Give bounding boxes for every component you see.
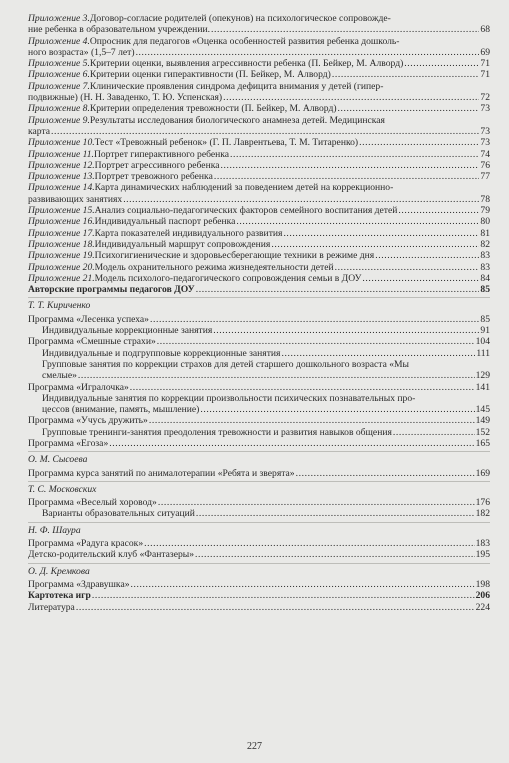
appendix-label: Приложение 16. bbox=[28, 216, 95, 228]
page-number-ref: 83 bbox=[480, 261, 490, 273]
appendix-entry-line bbox=[28, 262, 490, 273]
table-of-contents bbox=[28, 13, 490, 613]
dot-leader bbox=[271, 239, 479, 250]
dot-leader bbox=[335, 262, 480, 273]
appendix-label: Приложение 12. bbox=[28, 159, 95, 171]
entry-text: Программа «Учусь дружить» bbox=[28, 415, 148, 427]
dot-leader bbox=[76, 602, 475, 613]
entry-text: Критерии оценки гиперактивности (П. Бейкер, М. Алворд) bbox=[89, 69, 331, 81]
section-games-heading-line bbox=[28, 590, 490, 601]
appendix-label: Приложение 11. bbox=[28, 148, 94, 160]
program-entry[interactable] bbox=[28, 468, 490, 479]
page-number-ref: 183 bbox=[475, 538, 490, 550]
dot-leader bbox=[236, 216, 479, 227]
appendix-entry-line bbox=[28, 137, 490, 148]
entry-text: Литература bbox=[28, 601, 75, 613]
dot-leader bbox=[220, 160, 479, 171]
appendix-entry-line bbox=[28, 47, 490, 58]
page-number-ref: 76 bbox=[480, 159, 490, 171]
entry-text: Индивидуальные и подгрупповые коррекционные занятия bbox=[42, 347, 281, 359]
page-number-ref: 68 bbox=[480, 24, 490, 36]
appendix-entry-line bbox=[28, 36, 490, 47]
appendix-label: Приложение 5. bbox=[28, 58, 90, 70]
dot-leader bbox=[362, 273, 479, 284]
program-entry[interactable] bbox=[28, 508, 490, 519]
program-entry[interactable] bbox=[28, 415, 490, 426]
author-name: Т. С. Московских bbox=[28, 481, 490, 497]
entry-text: карта bbox=[28, 125, 51, 137]
program-entry-line bbox=[42, 325, 490, 336]
appendix-label: Приложение 10. bbox=[28, 137, 95, 149]
section-games-heading[interactable] bbox=[28, 590, 490, 601]
page-number-ref: 195 bbox=[475, 549, 490, 561]
page-number-ref: 198 bbox=[475, 578, 490, 590]
entry-text: Программа «Смешные страхи» bbox=[28, 336, 156, 348]
dot-leader bbox=[78, 370, 475, 381]
dot-leader bbox=[213, 325, 479, 336]
page-number-ref: 111 bbox=[476, 347, 490, 359]
page-number-ref: 83 bbox=[480, 250, 490, 262]
appendix-label: Приложение 4. bbox=[28, 35, 90, 47]
entry-text: цессов (внимание, память, мышление) bbox=[42, 404, 200, 416]
appendix-entry[interactable] bbox=[28, 137, 490, 148]
dot-leader bbox=[196, 284, 480, 295]
entry-text: подвижные) (Н. Н. Заваденко, Т. Ю. Успенская) bbox=[28, 92, 223, 104]
appendix-entry[interactable] bbox=[28, 69, 490, 80]
appendix-label: Приложение 15. bbox=[28, 205, 95, 217]
dot-leader bbox=[51, 126, 479, 137]
page-number-ref: 206 bbox=[475, 590, 490, 602]
appendix-entry[interactable] bbox=[28, 216, 490, 227]
entry-text: Авторские программы педагогов ДОУ bbox=[28, 284, 195, 296]
appendix-entry[interactable] bbox=[28, 36, 490, 59]
program-entry[interactable] bbox=[28, 348, 490, 359]
entry-text: Индивидуальные коррекционные занятия bbox=[42, 325, 213, 337]
page-number-ref: 73 bbox=[480, 125, 490, 137]
appendix-label: Приложение 20. bbox=[28, 261, 95, 273]
appendix-entry[interactable] bbox=[28, 250, 490, 261]
appendix-entry[interactable] bbox=[28, 115, 490, 138]
appendix-entry-line bbox=[28, 24, 490, 35]
appendix-label: Приложение 19. bbox=[28, 250, 95, 262]
page-number-ref: 104 bbox=[475, 336, 490, 348]
program-entry[interactable] bbox=[28, 438, 490, 449]
appendix-entry-line bbox=[28, 58, 490, 69]
dot-leader bbox=[404, 58, 479, 69]
program-entry-line bbox=[42, 359, 490, 370]
appendix-label: Приложение 18. bbox=[28, 238, 95, 250]
dot-leader bbox=[223, 92, 479, 103]
entry-text: Карта показателей индивидуального развития bbox=[94, 227, 283, 239]
program-entry-line bbox=[28, 579, 490, 590]
page-number-ref: 81 bbox=[480, 227, 490, 239]
appendix-entry[interactable] bbox=[28, 81, 490, 104]
literature-entry[interactable] bbox=[28, 602, 490, 613]
program-entry[interactable] bbox=[28, 549, 490, 560]
entry-text: Индивидуальные занятия по коррекции произвольности психических познавательных про- bbox=[42, 392, 416, 404]
entry-text: Детско-родительский клуб «Фантазеры» bbox=[28, 549, 195, 561]
appendix-entry-line bbox=[28, 149, 490, 160]
page-number-ref: 224 bbox=[475, 601, 490, 613]
dot-leader bbox=[375, 250, 479, 261]
entry-text: ние ребенка в образовательном учреждении. bbox=[28, 24, 210, 36]
program-entry-line bbox=[42, 348, 490, 359]
dot-leader bbox=[136, 47, 480, 58]
program-entry-line bbox=[42, 427, 490, 438]
appendix-label: Приложение 17. bbox=[28, 227, 95, 239]
dot-leader bbox=[195, 549, 475, 560]
appendix-entry[interactable] bbox=[28, 262, 490, 273]
dot-leader bbox=[211, 24, 479, 35]
entry-text: Портрет тревожного ребенка bbox=[94, 171, 213, 183]
program-entry-line bbox=[28, 438, 490, 449]
program-entry-line bbox=[28, 415, 490, 426]
entry-text: Программа «Егоза» bbox=[28, 437, 109, 449]
entry-text: ного возраста» (1,5–7 лет) bbox=[28, 46, 135, 58]
entry-text: Портрет агрессивного ребенка bbox=[94, 159, 220, 171]
page-number-ref: 182 bbox=[475, 508, 490, 520]
page-number-ref: 82 bbox=[480, 238, 490, 250]
entry-text: Клинические проявления синдрома дефицита внимания у детей (гипер- bbox=[89, 80, 384, 92]
entry-text: Программа «Игралочка» bbox=[28, 381, 129, 393]
entry-text: Критерии определения тревожности (П. Бейкер, М. Алворд) bbox=[89, 103, 337, 115]
page-number-ref: 145 bbox=[475, 404, 490, 416]
program-entry-line bbox=[42, 404, 490, 415]
appendix-label: Приложение 8. bbox=[28, 103, 90, 115]
entry-text: Групповые тренинги-занятия преодоления тревожности и развития навыков общения bbox=[42, 426, 392, 438]
appendix-entry[interactable] bbox=[28, 13, 490, 36]
appendix-label: Приложение 3. bbox=[28, 13, 90, 24]
entry-text: Договор-согласие родителей (опекунов) на психологическое сопровожде- bbox=[89, 13, 391, 24]
entry-text: Карта динамических наблюдений за поведением детей на коррекционно- bbox=[94, 182, 394, 194]
dot-leader bbox=[123, 194, 479, 205]
dot-leader bbox=[131, 579, 475, 590]
appendix-entry[interactable] bbox=[28, 182, 490, 205]
appendix-label: Приложение 13. bbox=[28, 171, 95, 183]
appendix-label: Приложение 7. bbox=[28, 80, 90, 92]
appendix-entry-line bbox=[28, 239, 490, 250]
appendix-label: Приложение 9. bbox=[28, 114, 90, 126]
section-authors-heading-line bbox=[28, 284, 490, 295]
dot-leader bbox=[359, 137, 479, 148]
program-entry[interactable] bbox=[28, 579, 490, 590]
page-number-ref: 152 bbox=[475, 426, 490, 438]
program-entry-line bbox=[42, 393, 490, 404]
entry-text: Психогигиенические и здоровьесберегающие техники в режиме дня bbox=[94, 250, 375, 262]
page-number-ref: 73 bbox=[480, 137, 490, 149]
entry-text: Портрет гиперактивного ребенка bbox=[93, 148, 229, 160]
entry-text: Индивидуальный паспорт ребенка bbox=[94, 216, 236, 228]
appendix-entry-line bbox=[28, 250, 490, 261]
program-entry-line bbox=[42, 508, 490, 519]
program-entry-line bbox=[28, 497, 490, 508]
entry-text: Критерии оценки, выявления агрессивности ребенка (П. Бейкер, М. Алворд) bbox=[89, 58, 404, 70]
program-entry[interactable] bbox=[28, 314, 490, 325]
author-name: Т. Т. Кириченко bbox=[28, 297, 490, 313]
dot-leader bbox=[144, 538, 474, 549]
appendix-label: Приложение 21. bbox=[28, 272, 95, 284]
page-number-ref: 91 bbox=[480, 325, 490, 337]
appendix-entry-line bbox=[28, 115, 490, 126]
entry-text: Программа «Лесенка успеха» bbox=[28, 313, 149, 325]
appendix-entry-line bbox=[28, 160, 490, 171]
program-entry-line bbox=[28, 314, 490, 325]
dot-leader bbox=[296, 468, 475, 479]
appendix-entry-line bbox=[28, 126, 490, 137]
page-number-ref: 84 bbox=[480, 272, 490, 284]
dot-leader bbox=[281, 348, 475, 359]
program-entry[interactable] bbox=[28, 325, 490, 336]
entry-text: Программа курса занятий по анималотерапии «Ребята и зверята» bbox=[28, 467, 295, 479]
dot-leader bbox=[130, 382, 475, 393]
program-entry[interactable] bbox=[28, 382, 490, 393]
dot-leader bbox=[214, 171, 480, 182]
appendix-entry-line bbox=[28, 69, 490, 80]
appendix-entry-line bbox=[28, 216, 490, 227]
author-name: Н. Ф. Шаура bbox=[28, 522, 490, 538]
appendix-entry-line bbox=[28, 194, 490, 205]
appendix-entry-line bbox=[28, 228, 490, 239]
dot-leader bbox=[338, 103, 480, 114]
program-entry[interactable] bbox=[28, 336, 490, 347]
program-entry-line bbox=[28, 336, 490, 347]
program-entry[interactable] bbox=[28, 497, 490, 508]
page-number-ref: 176 bbox=[475, 497, 490, 509]
program-entry-line bbox=[28, 468, 490, 479]
appendix-entry[interactable] bbox=[28, 58, 490, 69]
literature-entry-line bbox=[28, 602, 490, 613]
appendix-entry-line bbox=[28, 92, 490, 103]
page-number-ref: 80 bbox=[480, 216, 490, 228]
appendix-entry[interactable] bbox=[28, 239, 490, 250]
page-number-ref: 69 bbox=[480, 46, 490, 58]
dot-leader bbox=[150, 314, 479, 325]
dot-leader bbox=[200, 404, 474, 415]
dot-leader bbox=[196, 508, 475, 519]
entry-text: Результаты исследования биологического анамнеза детей. Медицинская bbox=[89, 114, 385, 126]
entry-text: Индивидуальный маршрут сопровождения bbox=[94, 238, 271, 250]
page-number-ref: 72 bbox=[480, 92, 490, 104]
entry-text: Программа «Здравушка» bbox=[28, 578, 130, 590]
dot-leader bbox=[332, 69, 480, 80]
page-number: 227 bbox=[247, 741, 262, 752]
entry-text: Опросник для педагогов «Оценка особенностей развития ребенка дошколь- bbox=[89, 35, 400, 47]
page-number-ref: 141 bbox=[475, 381, 490, 393]
appendix-entry-line bbox=[28, 13, 490, 24]
entry-text: Программа «Радуга красок» bbox=[28, 538, 144, 550]
page-number-ref: 165 bbox=[475, 437, 490, 449]
dot-leader bbox=[230, 149, 479, 160]
entry-text: Групповые занятия по коррекции страхов для детей старшего дошкольного возраста «Мы bbox=[42, 358, 409, 370]
entry-text: Модель психолого-педагогического сопровождения семьи в ДОУ bbox=[94, 272, 362, 284]
program-entry-line bbox=[28, 538, 490, 549]
program-entry[interactable] bbox=[28, 359, 490, 382]
entry-text: Анализ социально-педагогических факторов семейного воспитания детей bbox=[94, 205, 398, 217]
dot-leader bbox=[149, 415, 475, 426]
page-number-ref: 71 bbox=[480, 58, 490, 70]
appendix-entry[interactable] bbox=[28, 103, 490, 114]
program-entry[interactable] bbox=[28, 393, 490, 416]
entry-text: Картотека игр bbox=[28, 590, 91, 602]
page-number-ref: 78 bbox=[480, 193, 490, 205]
appendix-entry-line bbox=[28, 171, 490, 182]
page-number-ref: 79 bbox=[480, 205, 490, 217]
entry-text: смелые» bbox=[42, 370, 77, 382]
appendix-entry[interactable] bbox=[28, 205, 490, 216]
appendix-label: Приложение 6. bbox=[28, 69, 90, 81]
dot-leader bbox=[157, 336, 475, 347]
appendix-entry[interactable] bbox=[28, 273, 490, 284]
appendix-entry[interactable] bbox=[28, 228, 490, 239]
dot-leader bbox=[92, 590, 475, 601]
appendix-label: Приложение 14. bbox=[28, 182, 95, 194]
appendix-entry[interactable] bbox=[28, 171, 490, 182]
page-number-ref: 149 bbox=[475, 415, 490, 427]
program-entry-line bbox=[28, 382, 490, 393]
entry-text: развивающих занятиях bbox=[28, 193, 123, 205]
dot-leader bbox=[158, 497, 475, 508]
dot-leader bbox=[109, 438, 474, 449]
entry-text: Программа «Веселый хоровод» bbox=[28, 497, 157, 509]
program-entry-line bbox=[42, 370, 490, 381]
program-entry-line bbox=[28, 549, 490, 560]
page-number-ref: 169 bbox=[475, 467, 490, 479]
program-entry[interactable] bbox=[28, 427, 490, 438]
page-number-ref: 74 bbox=[480, 148, 490, 160]
dot-leader bbox=[283, 228, 479, 239]
entry-text: Тест «Тревожный ребенок» (Г. П. Лаврентьева, Т. М. Титаренко) bbox=[94, 137, 359, 149]
appendix-entry[interactable] bbox=[28, 160, 490, 171]
program-entry[interactable] bbox=[28, 538, 490, 549]
appendix-entry-line bbox=[28, 81, 490, 92]
entry-text: Модель охранительного режима жизнедеятельности детей bbox=[94, 261, 334, 273]
appendix-entry-line bbox=[28, 273, 490, 284]
entry-text: Варианты образовательных ситуаций bbox=[42, 508, 195, 520]
appendix-entry-line bbox=[28, 205, 490, 216]
page-number-ref: 85 bbox=[480, 284, 490, 296]
author-name: О. М. Сысоева bbox=[28, 451, 490, 467]
appendix-entry-line bbox=[28, 182, 490, 193]
author-name: О. Д. Кремкова bbox=[28, 563, 490, 579]
page-number-ref: 77 bbox=[480, 171, 490, 183]
page-number-ref: 73 bbox=[480, 103, 490, 115]
dot-leader bbox=[393, 427, 475, 438]
dot-leader bbox=[398, 205, 479, 216]
appendix-entry-line bbox=[28, 103, 490, 114]
section-authors-heading[interactable] bbox=[28, 284, 490, 295]
page-number-ref: 129 bbox=[475, 370, 490, 382]
page-number-ref: 85 bbox=[480, 313, 490, 325]
appendix-entry[interactable] bbox=[28, 149, 490, 160]
page-number-ref: 71 bbox=[480, 69, 490, 81]
